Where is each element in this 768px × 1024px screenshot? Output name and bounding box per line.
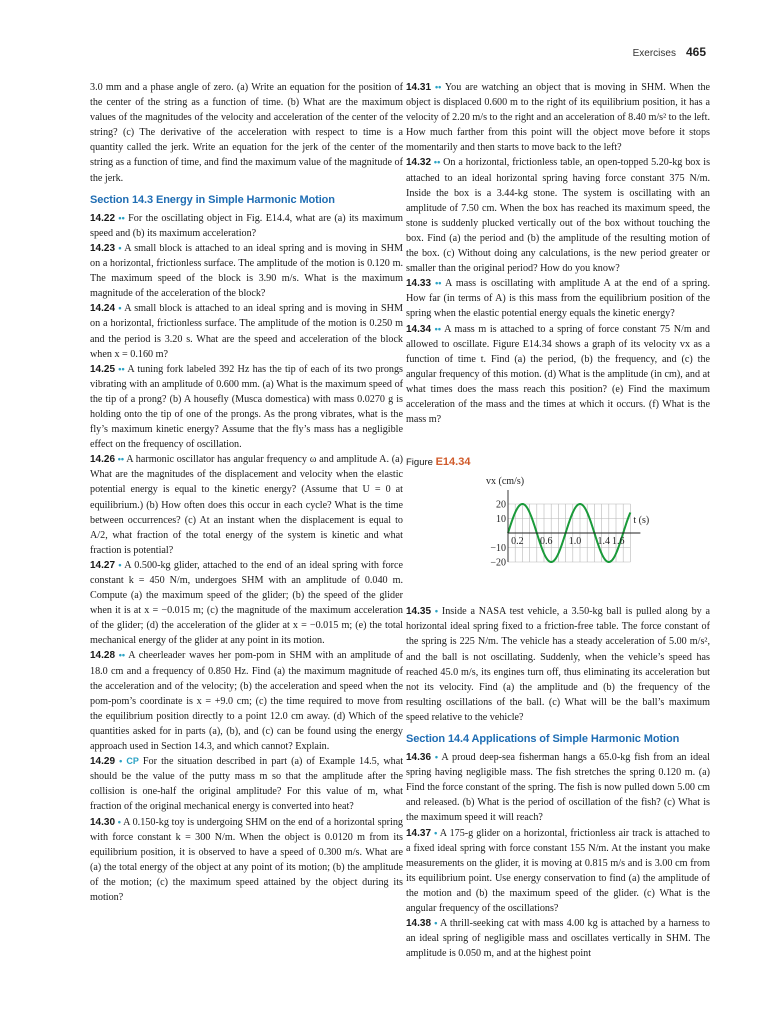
x-tick-label: 1.6 — [611, 536, 625, 548]
y-tick-label: 20 — [496, 499, 506, 511]
problem-number: 14.26 — [90, 454, 116, 466]
problem-14-25 — [90, 362, 403, 453]
problem-text: A mass is oscillating with amplitude A at the end of a spring. How far (in terms of A) is this mass from the equilibrium position of the spring when the elastic potential energy equals the kinetic energy? — [406, 278, 710, 320]
x-tick-label: 1.0 — [568, 536, 582, 548]
problem-text: You are watching an object that is moving in SHM. When the object is displaced 0.600 m to the right of its equilibrium position, it has a velocity of 2.20 m/s to the right and an acceleration of 8.40 m/s² to the left. How much farther from this point will the object move before it stops momentarily and then starts to move back to the left? — [406, 82, 711, 154]
problem-number: 14.27 — [90, 559, 116, 571]
problem-14-34 — [406, 322, 710, 428]
page-header — [633, 45, 706, 59]
x-tick-label: 0.2 — [511, 536, 524, 548]
problem-14-23 — [90, 241, 403, 301]
problem-text: A tuning fork labeled 392 Hz has the tip of each of its two prongs vibrating with an amplitude of 0.600 mm. (a) What is the maximum speed of the tip of a prong? (b) A housefly (Musca domestica) with mass 0.0270 g is holding onto the tip of one of the prongs. As the prong vibrates, what is the fly’s maximum kinetic energy? Assume that the fly’s mass has a negligible effect on the frequency of oscillation. — [90, 363, 403, 451]
figure-prefix: Figure — [406, 457, 433, 469]
right-problem-list-bottom — [406, 750, 710, 961]
difficulty-marker: •• — [433, 157, 441, 168]
y-tick-label: −10 — [490, 543, 506, 555]
difficulty-marker: • CP — [119, 756, 139, 767]
problem-number: 14.28 — [90, 650, 116, 662]
problem-number: 14.38 — [406, 918, 432, 930]
problem-14-35 — [406, 604, 710, 725]
problem-number: 14.34 — [406, 323, 432, 335]
problem-14-26 — [90, 452, 403, 558]
problem-text: A mass m is attached to a spring of force constant 75 N/m and allowed to oscillate. Figure E14.34 shows a graph of its velocity vx as a function of time t. Find (a) the period, (b) the frequency, and (c) the angular frequency of this motion. (d) What is the amplitude (in cm), and at what times does the mass reach this position? (e) Find the maximum acceleration of the mass and the times at which it occurs. (f) What is the mass m? — [406, 323, 710, 426]
right-problem-list-top — [406, 80, 710, 427]
problem-number: 14.35 — [406, 606, 432, 618]
difficulty-marker: •• — [434, 82, 442, 92]
difficulty-marker: • — [117, 816, 121, 827]
page-number: 465 — [685, 45, 706, 59]
problem-14-30 — [90, 815, 403, 906]
difficulty-marker: •• — [118, 212, 125, 223]
problem-text: A 0.150-kg toy is undergoing SHM on the end of a horizontal spring with force constant k = 300 N/m. When the object is 0.0120 m from its equilibrium position, it is observed to have a speed of 0.300 m/s. What are (a) the total energy of the object at any point of its motion; (b) the amplitude of the motion; (c) the maximum speed attained by the object during its motion? — [90, 816, 403, 903]
difficulty-marker: •• — [117, 454, 125, 465]
x-axis-label: t (s) — [633, 515, 650, 527]
problem-number: 14.36 — [406, 752, 432, 764]
problem-text: A cheerleader waves her pom-pom in SHM with an amplitude of 18.0 cm and a frequency of 0.850 Hz. Find (a) the maximum magnitude of the acceleration and of the velocity; (b) the acceleration and speed when the pom-pom’s coordinate is x = +9.0 cm; (c) the time required to move from the equilibrium position directly to a point 12.0 cm away. (d) Which of the quantities asked for in parts (a), (b), and (c) can be found using the energy approach used in Section 14.3, and which cannot? Explain. — [90, 650, 403, 753]
right-problem-list-mid — [406, 604, 710, 725]
y-axis-label: vx (cm/s) — [486, 476, 525, 488]
problem-text: A small block is attached to an ideal spring and is moving in SHM on a horizontal, frictionless surface. The amplitude of the motion is 0.250 m and the period is 3.20 s. What are the speed and acceleration of the block when x = 0.160 m? — [90, 303, 403, 360]
problem-text: A thrill-seeking cat with mass 4.00 kg is attached by a harness to an ideal spring of negligible mass and oscillates vertically in SHM. The amplitude is 0.050 m, and at the highest point — [406, 918, 710, 960]
x-tick-label: 1.4 — [597, 536, 611, 548]
problem-number: 14.32 — [406, 157, 432, 169]
continued-problem-text: 3.0 mm and a phase angle of zero. (a) Write an equation for the position of the center of the string as a function of time. (b) What are the maximum values of the magnitudes of the velocity and acceleration of the center of the string? (c) The derivative of the acceleration with respect to time is a quantity called the jerk. Write an equation for the jerk of the center of the string as a function of time, and find the maximum value of the magnitude of the jerk. — [90, 82, 403, 184]
problem-number: 14.37 — [406, 827, 432, 839]
problem-number: 14.23 — [90, 242, 116, 254]
left-problem-list — [90, 211, 403, 905]
difficulty-marker: • — [434, 918, 438, 929]
difficulty-marker: • — [434, 606, 439, 617]
problem-14-31 — [406, 80, 710, 155]
problem-text: A 175-g glider on a horizontal, frictionless air track is attached to a fixed ideal spring with force constant 155 N/m. At the instant you make measurements on the glider, it is moving at 0.815 m/s and is 3.00 cm from its equilibrium point. Use energy conservation to find (a) the amplitude of the motion and (b) the maximum speed of the glider. (c) What is the angular frequency of the oscillations? — [406, 827, 710, 915]
difficulty-marker: • — [118, 242, 122, 253]
problem-number: 14.22 — [90, 212, 116, 224]
problem-text: For the situation described in part (a) of Example 14.5, what should be the value of the putty mass m so that the amplitude after the collision is one-half the original amplitude? For this value of m, what fraction of the original mechanical energy is converted into heat? — [90, 756, 404, 813]
problem-number: 14.29 — [90, 756, 116, 768]
figure-label — [406, 455, 710, 470]
figure-number: E14.34 — [435, 456, 471, 469]
chart-axes — [508, 490, 640, 562]
problem-text: Inside a NASA test vehicle, a 3.50-kg ball is pulled along by a horizontal ideal spring fixed to a friction-free table. The force constant of the spring is 225 N/m. The vehicle has a steady acceleration of 5.00 m/s², and the ball is not oscillating. Suddenly, when the vehicle’s speed has reached 45.0 m/s, its engines turn off, thus eliminating its acceleration but not its velocity. Find (a) the amplitude and (b) the frequency of the resulting oscillations of the ball. (c) What will be the ball’s maximum speed relative to the vehicle? — [406, 606, 711, 723]
problem-number: 14.33 — [406, 278, 432, 290]
problem-text: A 0.500-kg glider, attached to the end of an ideal spring with force constant k = 450 N/m, undergoes SHM with an amplitude of 0.040 m. Compute (a) the maximum speed of the glider; (b) the speed of the glider when it is at x = −0.015 m; (c) the magnitude of the maximum acceleration of the glider; (d) the acceleration of the glider at x = −0.015 m; (e) the total mechanical energy of the glider at any point in its motion. — [90, 559, 404, 647]
y-tick-label: −20 — [490, 557, 506, 569]
problem-14-33 — [406, 276, 710, 321]
difficulty-marker: • — [118, 303, 122, 314]
section-heading-14-3: Section 14.3 Energy in Simple Harmonic Motion — [90, 193, 335, 206]
difficulty-marker: • — [434, 752, 439, 763]
difficulty-marker: • — [118, 559, 122, 570]
problem-text: A small block is attached to an ideal spring and is moving in SHM on a horizontal, frictionless surface. The amplitude of the motion is 0.120 m. The maximum speed of the block is 3.90 m/s. What is the maximum magnitude of the acceleration of the block? — [90, 242, 403, 300]
difficulty-marker: •• — [435, 278, 442, 289]
problem-number: 14.24 — [90, 303, 116, 315]
problem-text: A harmonic oscillator has angular frequency ω and amplitude A. (a) What are the magnitudes of the displacement and velocity when the elastic potential energy is equal to the kinetic energy? (Assume that U = 0 at equilibrium.) (b) How often does this occur in each cycle? What is the time between occurrences? (c) At an instant when the displacement is equal to A/2, what fraction of the total energy of the system is kinetic and what fraction is potential? — [90, 454, 403, 556]
problem-14-22 — [90, 211, 403, 241]
difficulty-marker: •• — [118, 650, 126, 661]
problem-number: 14.25 — [90, 363, 116, 375]
velocity-time-chart — [406, 476, 710, 576]
problem-number: 14.30 — [90, 816, 116, 828]
problem-14-28 — [90, 648, 403, 754]
problem-14-32 — [406, 155, 710, 276]
problem-14-37 — [406, 826, 710, 917]
problem-text: A proud deep-sea fisherman hangs a 65.0-kg fish from an ideal spring having negligible mass. The fish stretches the spring 0.120 m. (a) Find the force constant of the spring. The fish is now pulled down 5.00 cm and released. (b) What is the period of oscillation of the fish? (c) What is the maximum speed it will reach? — [406, 752, 710, 824]
left-column — [90, 80, 403, 905]
difficulty-marker: •• — [118, 363, 125, 374]
problem-14-38 — [406, 916, 710, 961]
y-tick-label: 10 — [496, 514, 506, 526]
problem-14-29 — [90, 754, 403, 814]
x-tick-label: 0.6 — [539, 536, 553, 548]
problem-number: 14.31 — [406, 82, 432, 93]
section-heading-14-4: Section 14.4 Applications of Simple Harmonic Motion — [406, 733, 680, 745]
figure-e14-34 — [406, 476, 710, 576]
problem-text: For the oscillating object in Fig. E14.4, what are (a) its maximum speed and (b) its maximum acceleration? — [90, 212, 404, 239]
problem-14-36 — [406, 750, 710, 825]
problem-14-24 — [90, 301, 403, 361]
right-column — [406, 80, 710, 961]
header-section-name: Exercises — [632, 48, 676, 59]
problem-text: On a horizontal, frictionless table, an open-topped 5.20-kg box is attached to an ideal horizontal spring having force constant 375 N/m. Inside the box is a 3.44-kg stone. The system is oscillating with an amplitude of 7.50 cm. When the box has reached its maximum speed, the stone is suddenly plucked vertically out of the box without touching the box. Find (a) the period and (b) the amplitude of the resulting motion of the box. (c) Without doing any calculations, is the new period greater or smaller than the original period? How do you know? — [406, 157, 711, 275]
difficulty-marker: • — [434, 827, 438, 838]
difficulty-marker: •• — [434, 323, 441, 334]
problem-14-27 — [90, 558, 403, 649]
